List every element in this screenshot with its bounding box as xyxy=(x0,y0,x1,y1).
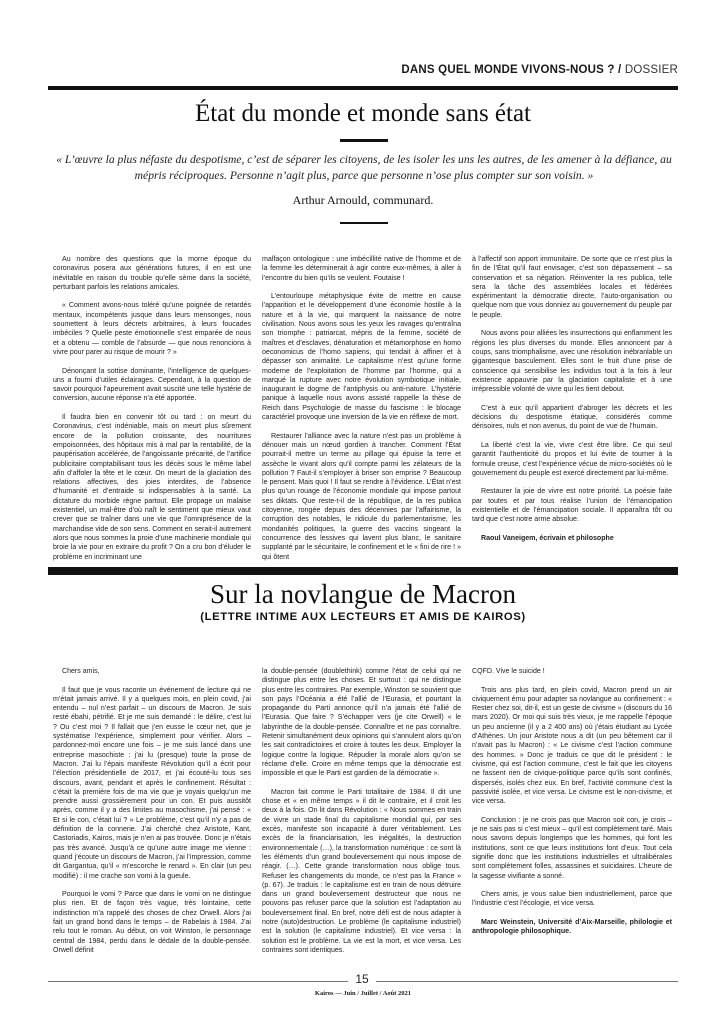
paragraph: L’entourloupe métaphysique évite de mettre en cause l’apparition et le développement d’une économie hostile à la nature et à la vie, qui marquent la naissance de notre civilisation. Nous avons sous les yeux les ravages qu’entraîna son triomphe : patriarcat, mépris de la femme, société de maîtres et d’esclaves, dénaturation et métamorphose en homo oeconomicus de l’homo sapiens, qui tendait à affiner et à dépasser son animalité. Le capitalisme n’est qu’une forme moderne de l’exploitation de l’homme par l’homme, qui a marqué la rupture avec notre évolution symbiotique initiale, inaugurant le dogme de l’antiphysis ou anti-nature. L’hystérie panique à laquelle nous avons assisté rappelle la thèse de Reich dans Psychologie de masse du fascisme : le blocage caractériel provoque une inversion de la vie en réflexe de mort. xyxy=(262,293,461,422)
section-header xyxy=(48,64,678,76)
paragraph: « Comment avons-nous toléré qu’une poignée de retardés mentaux, incompétents jusque dans leurs mensonges, nous soumettent à leurs décrets arbitraires, à leurs foucades imbéciles ? Quelle peste émotionnelle s’est emparée de nous et a obtenu — comble de l’absurde — que nous renoncions à vivre pour parer au risque de mourir ? » xyxy=(53,302,251,356)
paragraph: Au nombre des questions que la morne époque du coronavirus posera aux générations futures, il en est une inévitable en raison du trouble qu’elle sème dans la société, perturbant parfois les relations amicales. xyxy=(53,256,251,291)
paragraph: Macron fait comme le Parti totalitaire de 1984. Il dit une chose et « en même temps » il dit le contraire, et il croit les deux à la fois. On lit dans Révolution : « Nous sommes en train de vivre un stade final du capitalisme mondial qui, par ses excès, manifeste son incapacité à durer véritablement. Les excès de la financiarisation, les inégalités, la destruction environnementale (…), la transformation numérique : ce sont là les éléments d’un grand bouleversement qui nous impose de réagir. (…). Cette grande transformation nous oblige tous. Refuser les changements du monde, ce n’est pas la France » (p. 67). Je traduis : le capitalisme est en train de nous détruire dans un grand bouleversement destructeur que nous ne pouvons pas refuser parce que la solution est l’adaptation au bouleversement final. En bref, notre défi est de nous adapter à notre (auto)destruction. Le problème (le capitalisme industriel) est la solution (le capitalisme industriel). Et vice versa : la solution est le problème. La vie est la mort, et vice versa. Les contraires sont identiques. xyxy=(262,788,461,954)
paragraph: Pourquoi le vomi ? Parce que dans le vomi on ne distingue plus rien. Et de façon très vague, très lointaine, cette indistinction m’a rappelé des choses de chez Orwell. Alors j’ai fait un grand bond dans le temps – de Rabelais à 1984. J’ai relu tout le roman. Au début, on voit Winston, le personnage central de 1984, perdu dans le dédale de la double-pensée. Orwell définit xyxy=(53,891,251,954)
author-signature: Raoul Vaneigem, écrivain et philosophe xyxy=(481,534,614,542)
paragraph: Restaurer la joie de vivre est notre priorité. La poésie faite par toutes et par tous réalise l’union de l’émancipation existentielle et de l’émancipation sociale. Il apparaîtra tôt ou tard que c’est notre arme absolue. xyxy=(472,488,672,524)
footer-rule-right xyxy=(376,981,678,982)
footer-rule-left xyxy=(48,981,348,982)
paragraph: Trois ans plus tard, en plein covid, Macron prend un air civiquement ému pour adapter sa novlangue au confinement : « Rester chez soi, dit-il, est un geste de civisme » (discours du 16 mars 2020). Or moi qui suis très vieux, je me rappelle l’époque un peu ancienne (il y a 2 400 ans) où j’étais étudiant au Lycée d’Athènes. Un jour Aristote nous a dit (un peu bêtement car il n’avait pas lu Macron) : « Le civisme c’est l’action commune des hommes. » Donc je traduis ce que dit le président : le civisme, qui est l’action commune, c’est le fait que les citoyens ne fassent rien de civique-politique parce qu’ils sont confinés, dispersés, isolés chez eux. En bref, l’activité commune c’est la passivité isolée, et vice versa. Le civisme est le non-civisme, et vice versa. xyxy=(472,686,672,806)
article2-column-1 xyxy=(53,667,251,965)
epigraph-author: Arthur Arnould, communard. xyxy=(292,193,434,207)
article2-column-2 xyxy=(262,667,461,965)
paragraph: La liberté c’est la vie, vivre c’est être libre. Ce qui seul garantit l’authenticité du propos et lui évite de tourner à la formule creuse, c’est l’expérience vécue de micro-sociétés où le gouvernement du peuple est exercé directement par lui-même. xyxy=(472,441,672,477)
paragraph: Dénonçant la sottise dominante, l’intelligence de quelques-uns a fourni d’utiles éclairages. Cependant, à la question de savoir pourquoi l’apeurement avait suscité une telle hystérie de conversion, aucune réponse n’a été apportée. xyxy=(53,367,251,403)
paragraph: malfaçon ontologique : une imbécillité native de l’homme et de la femme les déterminerait à agir contre eux-mêmes, à aller à l’encontre du bien qu’ils se veulent. Foutaise ! xyxy=(262,256,461,282)
page-number: 15 xyxy=(355,972,369,986)
article2-column-3 xyxy=(472,667,672,946)
paragraph: Il faut que je vous raconte un événement de lecture qui ne m’était jamais arrivé. Il y a quelques mois, en plein covid, j’ai entendu – nul n’est parfait – un discours de Macron. Je suis resté ébahi, pétrifié. Et je me suis demandé : le délire, c’est lui ? Ou c’est moi ? Il fallait que j’en eusse le cœur net, que je systématise l’expérience, simplement pour vérifier. Alors – pardonnez-moi encore une fois – je me suis lancé dans une entreprise masochiste : j’ai lu (presque) toute la prose de Macron. J’ai lu l’épais manifeste Révolution qu’il a écrit pour l’élection présidentielle de 2017, et j’ai écouté-lu tous ses discours, avant, pendant et après le confinement. Résultat : c’était la première fois de ma vie que je voyais quelqu’un me prendre aussi grossièrement pour un con. Et puis aussitôt après, comme il y a des limites au masochisme, j’ai pensé : « Et si le con, c’était lui ? » Le problème, c’est qu’il n’y a pas de définition de la connerie. J’ai cherché chez Aristote, Kant, Castoriadis, Kairos, mais je n’en ai pas trouvée. Donc je n’étais pas très avancé. Jusqu’à ce qu’une autre image me vienne : quand j’écoute un discours de Macron, j’ai l’impression, comme dit Gargantua, qu’il « m’escorche le renard ». En clair (un peu modifié) : il me crache son vomi à la gueule. xyxy=(53,686,251,880)
epigraph: « L’œuvre la plus néfaste du despotisme, c’est de séparer les citoyens, de les isoler les uns les autres, de les amener à la défiance, au mépris réciproques. Personne n’agit plus, parce que personne n’ose plus compter sur son voisin. » xyxy=(56,153,672,182)
paragraph: Nous avons pour alliées les insurrections qui enflamment les régions les plus diverses du monde. Elles annoncent par à coups, sans triomphalisme, avec une résolution inébranlable un gigantesque basculement. Elles sont le fruit d’une prise de conscience qui sensibilise les individus tout à la fois à leur existence appauvrie par la glaciation capitaliste et à une irrépressible volonté de vivre qui les tient debout. xyxy=(472,330,672,394)
paragraph: la double-pensée (doublethink) comme l’état de celui qui ne distingue plus entre les choses. Et surtout : qui ne distingue plus entre les contraires. Par exemple, Winston se souvient que son pays l’Océania a été l’allié de l’Eurasia, et pourtant la propagande du Parti annonce qu’il n’a jamais été l’allié de l’Eurasia. Que faire ? S’échapper vers (je cite Orwell) « le labyrinthe de la double-pensée. Connaître et ne pas connaître. Retenir simultanément deux opinions qui s’annulent alors qu’on les sait contradictoires et croire à toutes les deux. Employer la logique contre la logique. Répudier la morale alors qu’on se réclame d’elle. Croire en même temps que la démocratie est impossible et que le Parti est gardien de la démocratie ». xyxy=(262,668,461,778)
article2-title: Sur la novlangue de Macron xyxy=(210,579,516,609)
issue-info: Kairos — Juin / Juillet / Août 2021 xyxy=(314,990,412,997)
paragraph: Chers amis, je vous salue bien industriellement, parce que l’industrie c’est l’écologie, et vice versa. xyxy=(472,891,672,908)
article1-title: État du monde et monde sans état xyxy=(194,100,532,127)
paragraph: Conclusion : je ne crois pas que Macron soit con, je crois – je ne sais pas si c’est mieux – qu’il est complètement taré. Mais nous savons depuis longtemps que les hommes, qui font les institutions, sont ce que leurs institutions font d’eux. Tout cela signifie donc que les institutions industrielles et ultralibérales sont complètement folles, assassines et suicidaires. L’heure de la sagesse vivifiante a sonné. xyxy=(472,816,672,880)
header-rule xyxy=(48,86,678,90)
paragraph: CQFD. Vive le suicide ! xyxy=(472,668,545,675)
paragraph: Il faudra bien en convenir tôt ou tard : on meurt du Coronavirus, c’est indéniable, mais on meurt plus sûrement encore de la pollution croissante, des nourritures empoisonnées, des hôpitaux mis à mal par la rentabilité, de la paupérisation accélérée, de l’angoissante précarité, de l’artifice publicitaire comptabilisant tous les décès sous le même label afin d’affoler la tête et le cœur. On meurt de la glaciation des relations affectives, des joies interdites, de l’absence d’humanité et d’entraide si indispensables à la santé. La dictature du morbide règne partout. Elle propage un malaise existentiel, un mal-être d’où naît le sentiment que mieux vaut crever que se traîner dans une vie que l’omniprésence de la marchandise vide de son sens. Comment en serait-il autrement alors que nous sommes la proie d’une machinerie mondiale qui broie la vie pour en extraire du profit ? On a cru bon d’éluder le problème en incriminant une xyxy=(53,414,251,561)
paragraph: à l’affectif son apport immunitaire. De sorte que ce n’est plus la fin de l’État qu’il faut envisager, c’est son dépassement – sa conservation et sa négation. Réinventer la res publica, telle sera la tâche des assemblées locales et fédérées expérimentant la démocratie directe, l’auto-organisation ou quelque nom que vous donniez au gouvernement du peuple par le peuple. xyxy=(472,256,672,319)
section-title: DANS QUEL MONDE VIVONS-NOUS ? / xyxy=(401,64,622,76)
epigraph-divider xyxy=(340,222,388,224)
salutation: Chers amis, xyxy=(62,668,100,675)
article1-column-1 xyxy=(53,255,251,571)
paragraph: Restaurer l’alliance avec la nature n’est pas un problème à dénouer mais un nœud gordien à trancher. Comment l’État pourrait-il mettre un terme au pillage qui épuise la terre et assèche le vivant alors qu’il compte parmi les zélateurs de la pollution ? Faut-il s’employer à briser son emprise ? Beaucoup le pensent. Mais quoi ! Il faut se rendre à l’évidence. L’État n’est plus qu’un rouage de l’économie mondiale qui impose partout ses diktats. Que reste-t-il de la république, de la res publica citoyenne, rongée depuis des décennies par l’affairisme, la corruption des notables, le ridicule du parlementarisme, les mondanités politiques, la guerre des vaccins singeant la concurrence des lessives qui lavent plus blanc, le sanitaire supplanté par le sécuritaire, le confinement et le « fini de rire ! » qui ôtent xyxy=(262,432,461,561)
title-divider xyxy=(340,139,388,142)
author-signature: Marc Weinstein, Université d’Aix-Marseille, philologie et anthropologie philosophique. xyxy=(472,919,672,936)
section-category: DOSSIER xyxy=(621,64,678,76)
article2-subtitle: (LETTRE INTIME AUX LECTEURS ET AMIS DE KAIROS) xyxy=(200,611,526,623)
paragraph: C’est à eux qu’il appartient d’abroger les décrets et les décisions du despotisme étatique, considérés comme dérisoires, nuls et non avenus, du point de vue de l’humain. xyxy=(472,404,672,431)
article1-column-3 xyxy=(472,255,672,553)
article1-column-2 xyxy=(262,255,461,571)
article-separator xyxy=(48,567,678,575)
